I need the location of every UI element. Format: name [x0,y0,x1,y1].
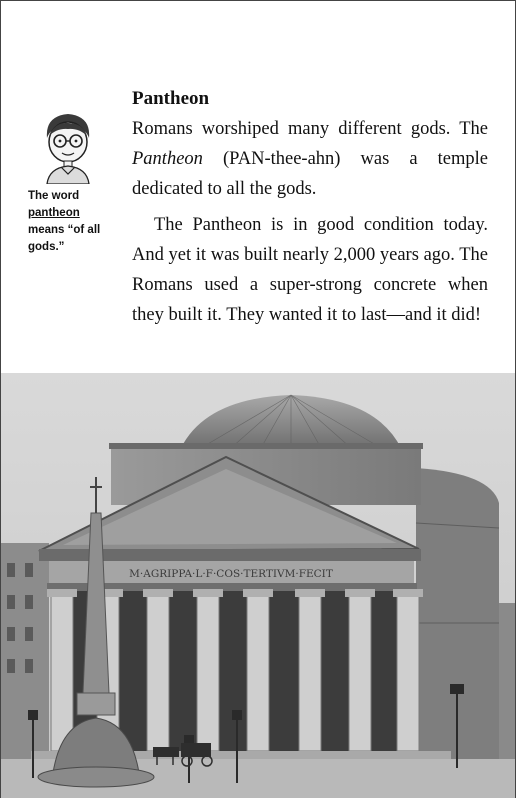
note-line-start: The word [28,190,80,202]
note-term: pantheon [28,207,80,219]
pantheon-photo [1,373,515,798]
paragraph-1 [132,114,488,204]
paragraph-2: The Pantheon is in good condition today. And yet it was built nearly 2,000 years ago. The Romans used a super-strong concrete when they built it. They wanted it to last—and it did! [132,215,488,325]
inscription: M·AGRIPPA·L·F·COS·TERTIVM·FECIT [129,568,333,580]
pantheon-illustration [1,373,515,798]
main-text [132,88,488,330]
section-heading: Pantheon [132,88,210,109]
note-line-end: means “of all gods.” [28,224,101,253]
pantheon-term: Pantheon [132,149,203,169]
sidebar [16,108,120,256]
paragraph-1-part-2: (PAN-thee-ahn) was a temple dedicated to all the gods. [132,149,488,199]
sidebar-note [16,188,120,256]
paragraph-1-part-1: Romans worshiped many different gods. The [132,119,488,139]
boy-with-glasses-icon [39,108,97,184]
